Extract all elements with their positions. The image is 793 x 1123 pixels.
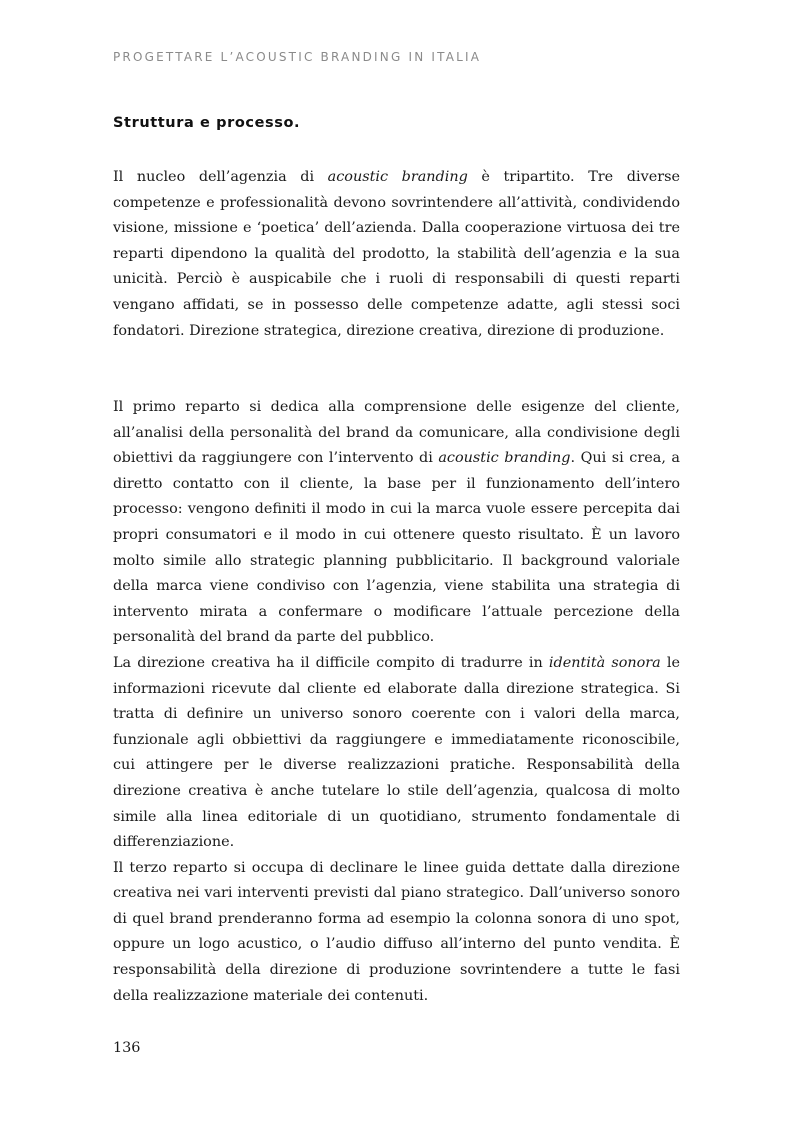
running-header: PROGETTARE L’ACOUSTIC BRANDING IN ITALIA	[113, 50, 482, 64]
paragraph-text: La direzione creativa ha il difficile compito di tradurre in	[113, 654, 549, 671]
paragraph-text: è tripartito. Tre diverse competenze e professionalità devono sovrintendere all’attività, condividendo visione, missione e ‘poetica’ dell’azienda. Dalla cooperazione virtuosa dei tre reparti dipendono la qualità del prodotto, la stabilità dell’agenzia e la sua unicità. Perciò è auspicabile che i ruoli di responsabili di questi reparti vengano affidati, se in possesso delle competenze adatte, agli stessi soci fondatori. Direzione strategica, direzione creativa, direzione di produzione.	[113, 169, 680, 339]
paragraph-group-1	[113, 165, 680, 344]
italic-term: identità sonora	[548, 654, 661, 671]
italic-term: acoustic branding	[327, 169, 468, 185]
paragraph-strategic	[113, 395, 680, 651]
paragraph-group-2	[113, 395, 680, 1009]
paragraph-text: Il primo reparto si dedica alla comprensione delle esigenze del cliente, all’analisi della personalità del brand da comunicare, alla condivisione degli obiettivi da raggiungere con l’intervento di	[113, 399, 680, 467]
paragraph-text: Il nucleo dell’agenzia di	[113, 169, 328, 185]
paragraph-text: . Qui si crea, a diretto contatto con il cliente, la base per il funzionamento dell’intero processo: vengono definiti il modo in cui la marca vuole essere percepita dai propri consumatori e il modo in cui ottenere questo risultato. È un lavoro molto simile allo strategic planning pubblicitario. Il background valoriale della marca viene condiviso con l’agenzia, viene stabilita una strategia di intervento mirata a confermare o modificare l’attuale percezione della personalità del brand da parte del pubblico.	[113, 450, 680, 646]
paragraph-text: Il terzo reparto si occupa di declinare le linee guida dettate dalla direzione creativa nei vari interventi previsti dal piano strategico. Dall’universo sonoro di quel brand prenderanno forma ad esempio la colonna sonora di uno spot, oppure un logo acustico, o l’audio diffuso all’interno del punto vendita. È responsabilità della direzione di produzione sovrintendere a tutte le fasi della realizzazione materiale dei contenuti.	[113, 859, 680, 1004]
paragraph-production	[113, 856, 680, 1010]
paragraph-text: le informazioni ricevute dal cliente ed elaborate dalla direzione strategica. Si tratta di definire un universo sonoro coerente con i valori della marca, funzionale agli obbiettivi da raggiungere e immediatamente riconoscibile, cui attingere per le diverse realizzazioni pratiche. Responsabilità della direzione creativa è anche tutelare lo stile dell’agenzia, qualcosa di molto simile alla linea editoriale di un quotidiano, strumento fondamentale di differenziazione.	[113, 654, 680, 851]
italic-term: acoustic branding	[438, 450, 571, 467]
page-number: 136	[113, 1040, 141, 1056]
section-title: Struttura e processo.	[113, 115, 301, 131]
paragraph-intro	[113, 165, 680, 344]
paragraph-creative	[113, 651, 680, 856]
